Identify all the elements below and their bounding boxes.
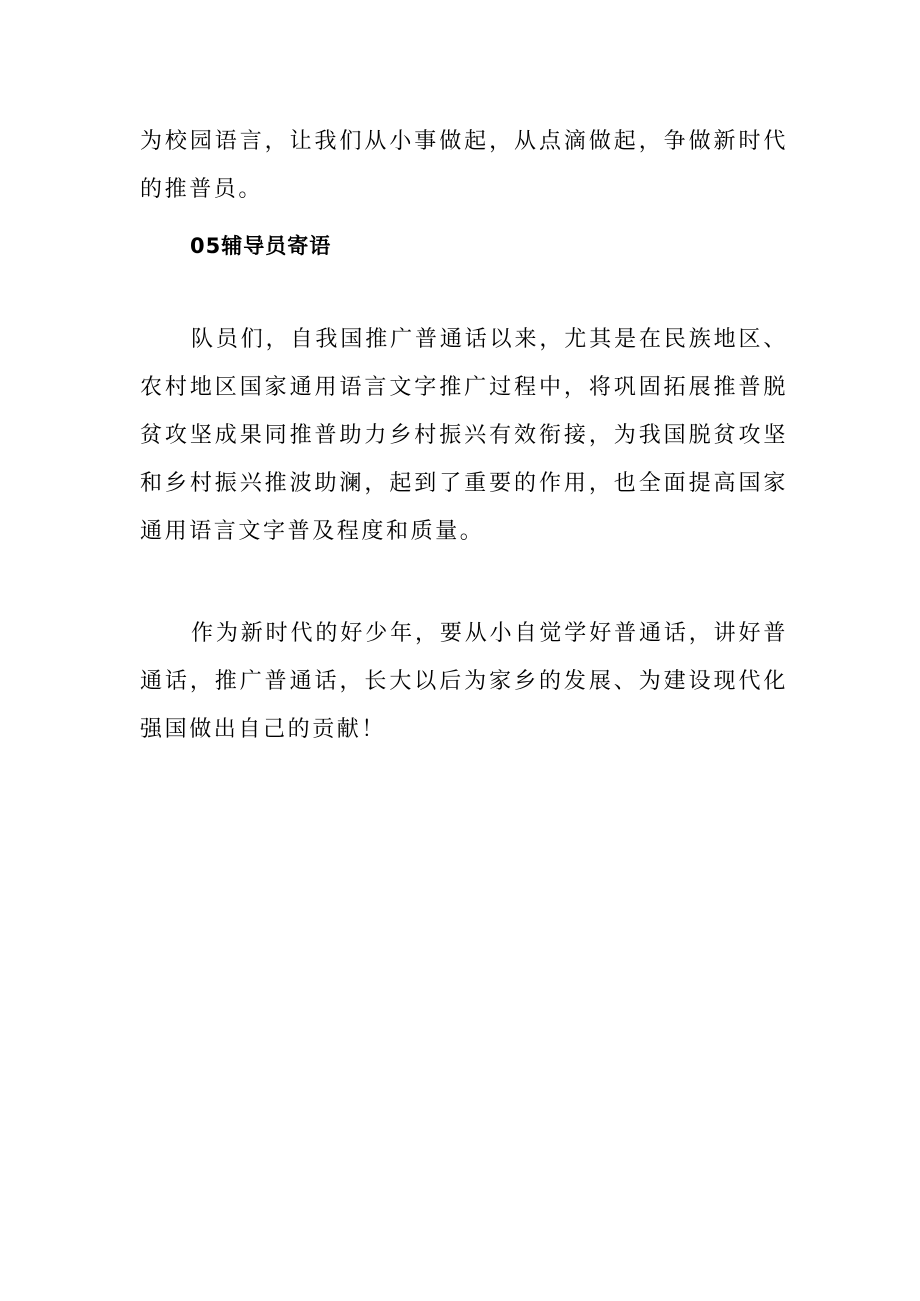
- continuation-paragraph: 为校园语言，让我们从小事做起，从点滴做起，争做新时代的推普员。: [140, 129, 788, 202]
- section-heading: 05辅导员寄语: [190, 234, 332, 258]
- body-paragraph-closing: 作为新时代的好少年，要从小自觉学好普通话，讲好普通话，推广普通话，长大以后为家乡的发展、为建设现代化强国做出自己的贡献！: [140, 621, 788, 742]
- body-paragraph-counselor-message: 队员们，自我国推广普通话以来，尤其是在民族地区、农村地区国家通用语言文字推广过程中，将巩固拓展推普脱贫攻坚成果同推普助力乡村振兴有效衔接，为我国脱贫攻坚和乡村振兴推波助澜，起到了重要的作用，也全面提高国家通用语言文字普及程度和质量。: [140, 327, 788, 544]
